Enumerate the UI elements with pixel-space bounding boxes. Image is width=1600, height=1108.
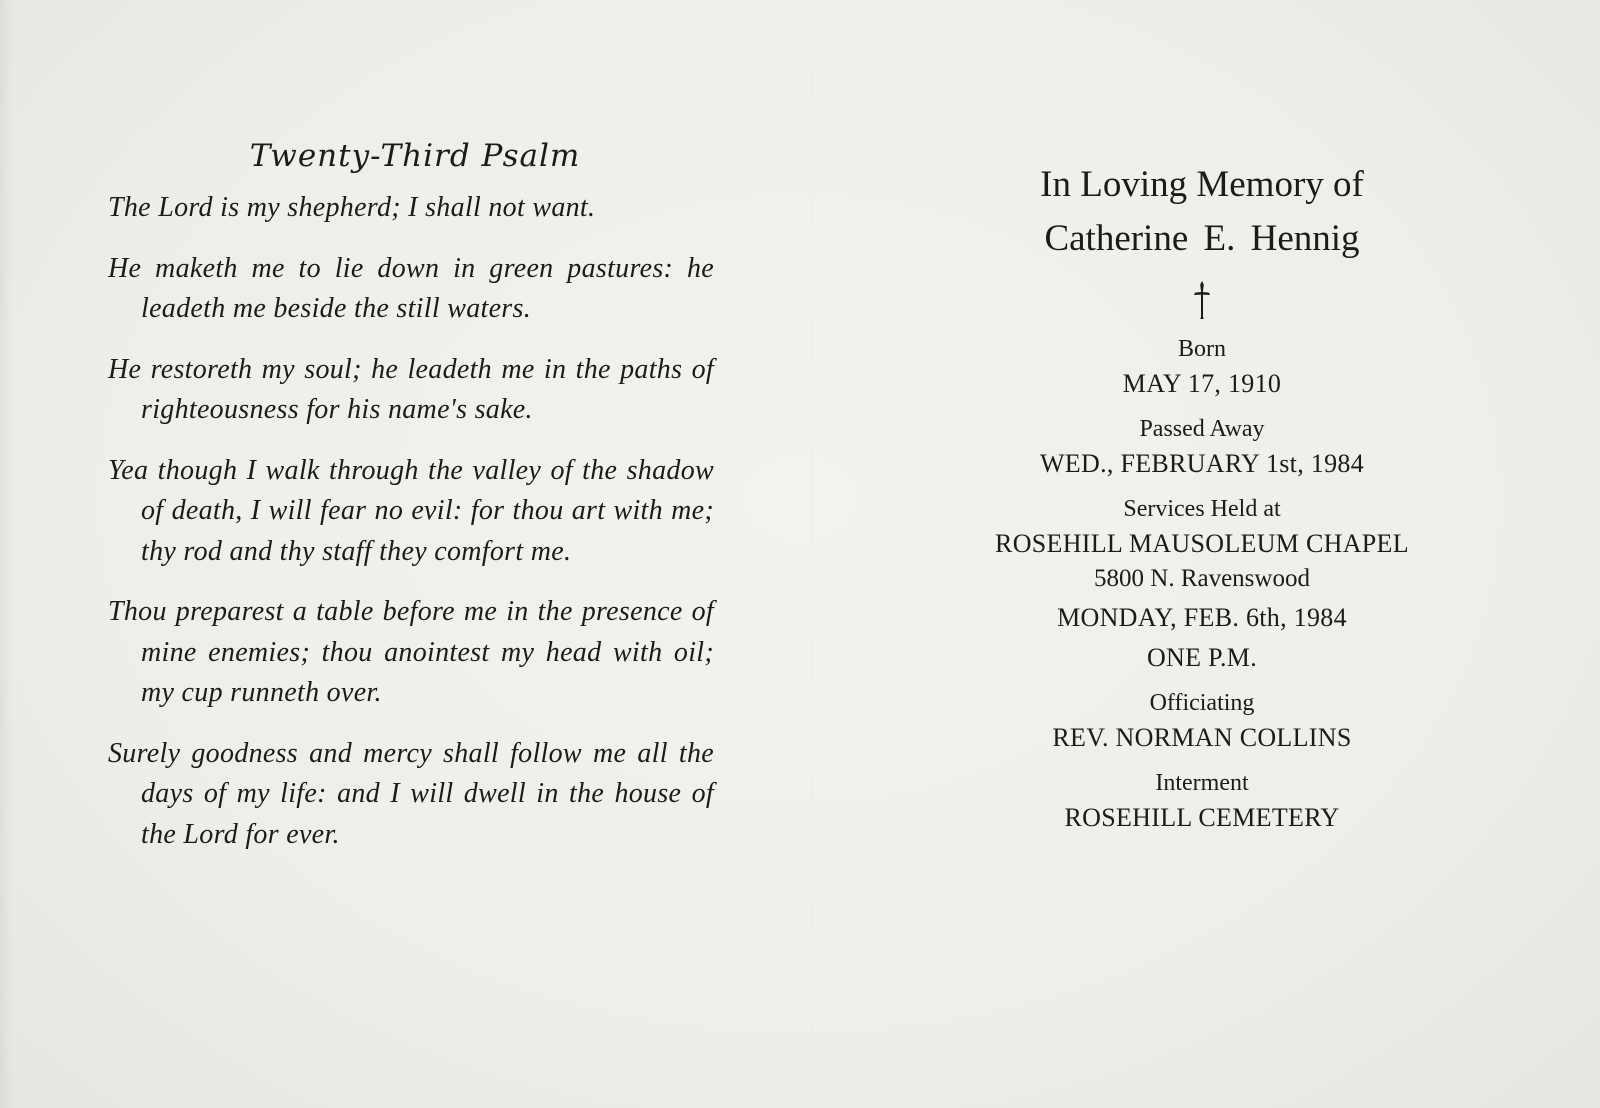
interment-place: ROSEHILL CEMETERY: [1064, 803, 1340, 832]
services-time: ONE P.M.: [1146, 643, 1258, 672]
memorial-intro: In Loving Memory of: [1040, 164, 1364, 205]
interment-label: Interment: [1155, 770, 1249, 796]
services-address: 5800 N. Ravenswood: [1094, 565, 1310, 592]
psalm-verse: Surely goodness and mercy shall follow me all the days of my life: and I will dwell in the house of the Lord for ever.: [108, 737, 714, 850]
psalm-verse: He maketh me to lie down in green pastures: he leadeth me beside the still waters.: [108, 252, 714, 324]
officiating-label: Officiating: [1149, 690, 1255, 716]
services-date: MONDAY, FEB. 6th, 1984: [1057, 603, 1347, 632]
card-fold: [812, 0, 814, 1108]
psalm-verse: Yea though I walk through the valley of the shadow of death, I will fear no evil: for thou art with me; thy rod and thy staff they comfort me.: [108, 454, 714, 567]
services-place: ROSEHILL MAUSOLEUM CHAPEL: [995, 529, 1409, 558]
services-label: Services Held at: [1123, 496, 1281, 522]
born-date: MAY 17, 1910: [1122, 369, 1282, 398]
psalm-verse: He restoreth my soul; he leadeth me in the paths of righteousness for his name's sake.: [108, 353, 714, 425]
psalm-verse: The Lord is my shepherd; I shall not want.: [108, 192, 596, 223]
deceased-name: Catherine E. Hennig: [1044, 218, 1360, 259]
psalm-panel: [108, 128, 714, 875]
cross-icon: [1192, 280, 1212, 320]
card-edge-shadow: [0, 0, 14, 1108]
born-label: Born: [1178, 336, 1226, 362]
passed-date: WED., FEBRUARY 1st, 1984: [1039, 449, 1365, 478]
psalm-verse: Thou preparest a table before me in the presence of mine enemies; thou anointest my head with oil; my cup runneth over.: [108, 596, 714, 708]
officiant-name: REV. NORMAN COLLINS: [1052, 723, 1352, 752]
memorial-panel: [980, 158, 1424, 836]
passed-label: Passed Away: [1139, 416, 1265, 442]
psalm-title: Twenty-Third Psalm: [249, 138, 581, 174]
